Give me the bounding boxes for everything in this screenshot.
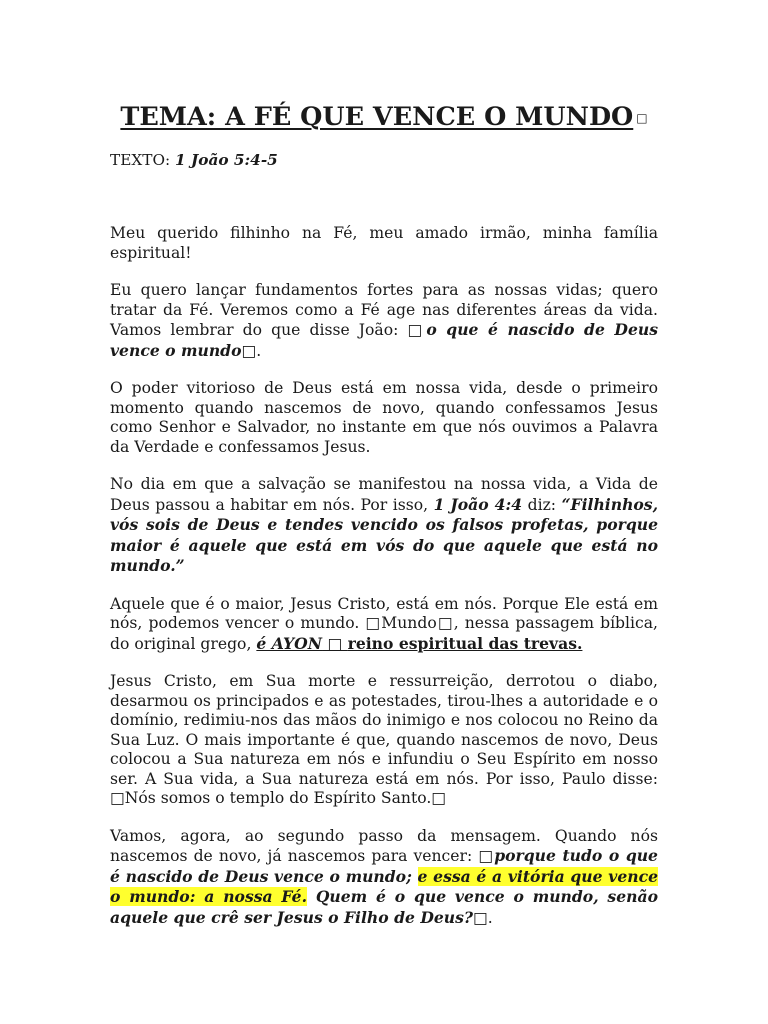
paragraph-7-text: Vamos, agora, ao segundo passo da mensagem. Quando nós nascemos de novo, já nascemos para vencer: [110, 826, 658, 865]
paragraph-5-ayon: é AYON [256, 633, 323, 653]
paragraph-4-text: No dia em que a salvação se manifestou na nossa vida, a Vida de Deus passou a habitar em nós. Por isso, [110, 475, 658, 514]
paragraph-7 [110, 827, 658, 929]
paragraph-2 [110, 281, 658, 361]
paragraph-2-text: Eu quero lançar fundamentos fortes para as nossas vidas; quero tratar da Fé. Veremos como a Fé age nas diferentes áreas da vida. Vamos lembrar do que disse João: [110, 281, 658, 339]
paragraph-1-text: Meu querido filhinho na Fé, meu amado irmão, minha família espiritual! [110, 224, 658, 262]
title-box-glyph: □ [636, 111, 648, 125]
paragraph-6-text: Jesus Cristo, em Sua morte e ressurreição, derrotou o diabo, desarmou os principados e as potestades, tirou-lhes a autoridade e o domínio, redimiu-nos das mãos do inimigo e nos colocou no Reino da Sua Luz. O mais importante é que, quando nascemos de novo, Deus colocou a Sua natureza em nós e infundiu o Seu Espírito em nosso ser. A Sua vida, a Sua natureza está em nós. Por isso, Paulo disse: □Nós somos o templo do Espírito Santo.□ [110, 672, 658, 807]
paragraph-5 [110, 595, 658, 655]
paragraph-4-diz: diz: [522, 495, 562, 514]
paragraph-4-reference: 1 João 4:4 [433, 494, 523, 514]
texto-reference: 1 João 5:4-5 [175, 151, 278, 169]
paragraph-3-text: O poder vitorioso de Deus está em nossa vida, desde o primeiro momento quando nascemos de novo, quando confessamos Jesus como Senhor e Salvador, no instante em que nós ouvimos a Palavra da Verdade e confessamos Jesus. [110, 379, 658, 456]
paragraph-6 [110, 672, 658, 809]
document-page [110, 98, 658, 946]
paragraph-7-question: Quem é o que vence o mundo, senão aquele que crê ser Jesus o Filho de Deus?□ [110, 887, 658, 927]
paragraph-4-quote: “Filhinhos, vós sois de Deus e tendes vencido os falsos profetas, porque maior é aquele que está em vós do que aquele que está no mundo.” [110, 494, 659, 575]
title-text: TEMA: A FÉ QUE VENCE O MUNDO [120, 102, 634, 132]
document-title [110, 98, 658, 137]
paragraph-2-end: . [256, 341, 262, 360]
paragraph-2-quote: □o que é nascido de Deus vence o mundo□ [110, 320, 658, 360]
paragraph-7-highlight: e essa é a vitória que vence o mundo: a nossa Fé. [110, 866, 658, 906]
paragraph-3 [110, 379, 658, 457]
paragraph-7-end: . [487, 908, 493, 927]
paragraph-5-kingdom: reino espiritual das trevas. [347, 633, 583, 653]
paragraph-4 [110, 475, 658, 577]
scripture-reference [110, 151, 658, 170]
texto-label: TEXTO: [110, 151, 171, 169]
paragraph-1 [110, 224, 658, 263]
paragraph-5-text: Aquele que é o maior, Jesus Cristo, está em nós. Porque Ele está em nós, podemos vencer o mundo. □Mundo□, nessa passagem bíblica, do original grego, [110, 594, 658, 653]
paragraph-7-quote: □porque tudo o que é nascido de Deus vence o mundo; [110, 846, 658, 886]
paragraph-5-box: □ [322, 633, 348, 653]
